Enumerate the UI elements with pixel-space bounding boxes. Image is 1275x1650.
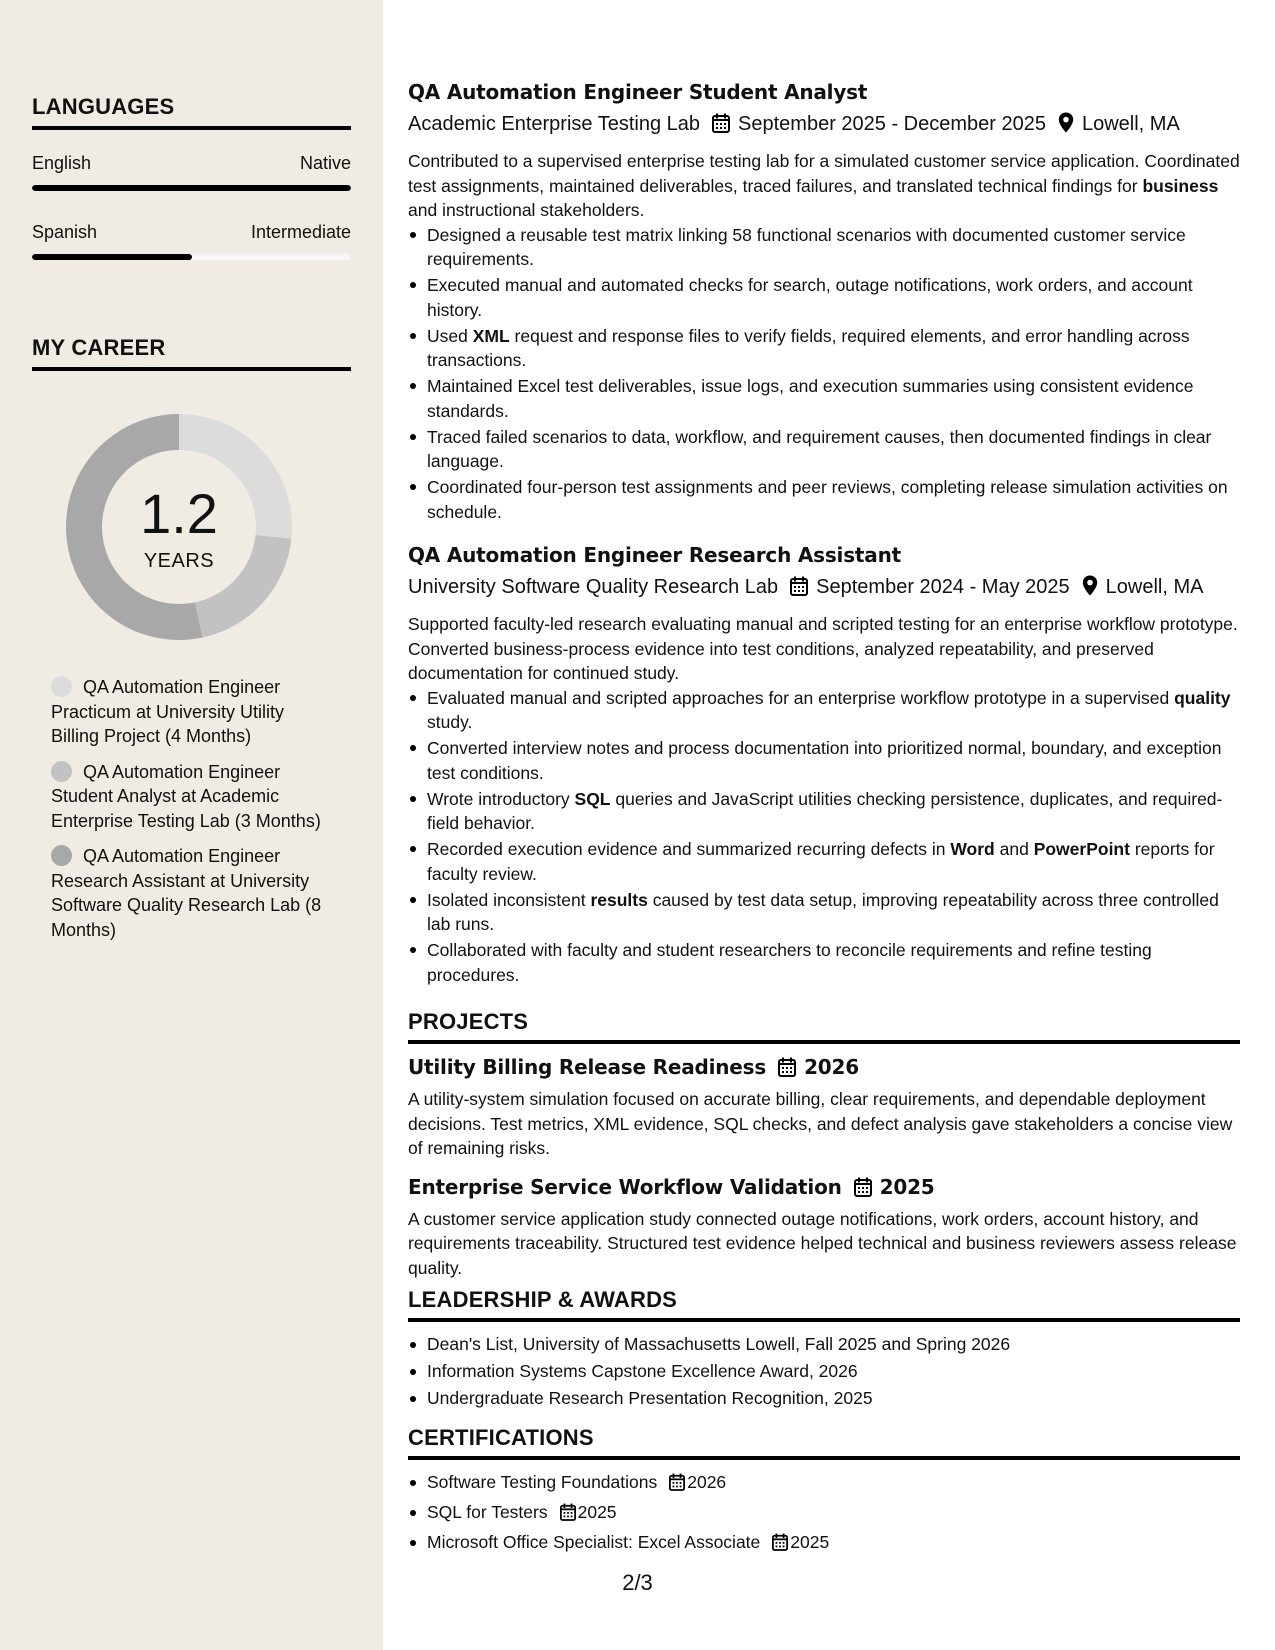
- job-description: Contributed to a supervised enterprise testing lab for a simulated customer service application. Coordinated test assignments, maintained deliverables, traced failures, and translated technical findings for business and instructional stakeholders.: [408, 151, 1240, 220]
- section-rule: [408, 1456, 1240, 1460]
- job-description: Supported faculty-led research evaluating manual and scripted testing for an enterprise workflow prototype. Converted business-process evidence into test conditions, analyzed repeatability, and preserved documentation for continued study.: [408, 614, 1238, 683]
- certification-year: 2026: [687, 1472, 727, 1492]
- career-heading: MY CAREER: [32, 335, 166, 360]
- job-title: QA Automation Engineer Student Analyst: [408, 80, 868, 104]
- legend-dot: [51, 761, 72, 782]
- leadership-heading: LEADERSHIP & AWARDS: [408, 1287, 678, 1312]
- project-title-line: [408, 1053, 1240, 1084]
- project-title: Utility Billing Release Readiness: [408, 1055, 767, 1079]
- main-content: [408, 0, 1240, 1650]
- career-legend-text: QA Automation Engineer Research Assistant at University Software Quality Research Lab (8 Months): [51, 846, 322, 940]
- legend-dot: [51, 676, 72, 697]
- certification-name: Microsoft Office Specialist: Excel Associate: [427, 1532, 761, 1552]
- job-bullet: Wrote introductory SQL queries and JavaScript utilities checking persistence, duplicates, and required-field behavior.: [408, 787, 1240, 836]
- job-location: Lowell, MA: [1081, 113, 1180, 135]
- job-meta: [408, 573, 1240, 604]
- job-bullet: Used XML request and response files to verify fields, required elements, and error handling across transactions.: [408, 324, 1240, 373]
- job-bullet: Collaborated with faculty and student researchers to reconcile requirements and refine testing procedures.: [408, 938, 1240, 987]
- job-organization: Academic Enterprise Testing Lab: [408, 113, 701, 135]
- job-title: QA Automation Engineer Research Assistant: [408, 543, 901, 567]
- language-level: Intermediate: [250, 222, 351, 242]
- project-title-line: [408, 1173, 1240, 1204]
- project-year: 2026: [804, 1055, 859, 1079]
- languages-heading: LANGUAGES: [32, 94, 175, 119]
- job-dates: September 2025 - December 2025: [738, 113, 1046, 135]
- career-legend-item: [51, 844, 331, 942]
- project-year: 2025: [879, 1174, 935, 1199]
- language-row-spanish: [32, 222, 351, 282]
- job-bullet: Recorded execution evidence and summarized recurring defects in Word and PowerPoint reports for faculty review.: [408, 837, 1240, 886]
- leadership-item: Undergraduate Research Presentation Recognition, 2025: [408, 1385, 1240, 1412]
- calendar-icon: [560, 1502, 576, 1529]
- section-rule: [408, 1318, 1240, 1322]
- job-bullet: Maintained Excel test deliverables, issue logs, and execution summaries using consistent evidence standards.: [408, 374, 1240, 423]
- leadership-item: Information Systems Capstone Excellence Award, 2026: [408, 1358, 1240, 1385]
- certification-year: 2025: [790, 1532, 830, 1552]
- job-bullet: Isolated inconsistent results caused by test data setup, improving repeatability across three controlled lab runs.: [408, 888, 1240, 937]
- map-pin-icon: [1082, 575, 1098, 604]
- calendar-icon: [772, 1532, 788, 1559]
- certification-item: [408, 1469, 1240, 1499]
- certification-name: SQL for Testers: [427, 1502, 548, 1522]
- job-location: Lowell, MA: [1105, 576, 1204, 598]
- leadership-list: [408, 1331, 1240, 1412]
- legend-dot: [51, 845, 72, 866]
- job-bullet: Traced failed scenarios to data, workflow, and requirement causes, then documented findings in clear language.: [408, 425, 1240, 474]
- career-legend-item: [51, 675, 331, 749]
- certifications-heading: CERTIFICATIONS: [408, 1425, 594, 1450]
- experience-entry: [408, 78, 1240, 526]
- job-meta: [408, 110, 1240, 141]
- job-bullet: Converted interview notes and process documentation into prioritized normal, boundary, and exception test conditions.: [408, 736, 1240, 785]
- job-bullet: Executed manual and automated checks for search, outage notifications, work orders, and account history.: [408, 273, 1240, 322]
- certification-name: Software Testing Foundations: [427, 1472, 658, 1492]
- language-proficiency-fill: [32, 185, 351, 191]
- language-name: English: [32, 153, 92, 173]
- career-total-unit: YEARS: [143, 550, 215, 572]
- leadership-section: [408, 1285, 1240, 1412]
- projects-section: [408, 1007, 1240, 1280]
- certification-item: [408, 1499, 1240, 1529]
- certifications-section: [408, 1423, 1240, 1559]
- project-entry: [408, 1173, 1240, 1281]
- page-number: 2/3: [622, 1570, 653, 1595]
- projects-heading: PROJECTS: [408, 1009, 529, 1034]
- language-level: Native: [299, 153, 351, 173]
- job-organization: University Software Quality Research Lab: [408, 576, 779, 598]
- career-legend-text: QA Automation Engineer Practicum at University Utility Billing Project (4 Months): [51, 677, 285, 746]
- job-bullets: [408, 223, 1240, 525]
- career-legend-text: QA Automation Engineer Student Analyst at Academic Enterprise Testing Lab (3 Months): [51, 761, 321, 831]
- job-bullet: Evaluated manual and scripted approaches for an enterprise workflow prototype in a supervised quality study.: [408, 686, 1240, 735]
- certification-item: [408, 1529, 1240, 1559]
- calendar-icon: [778, 1056, 796, 1084]
- language-proficiency-track: [32, 185, 351, 191]
- calendar-icon: [790, 576, 808, 604]
- experience-entry: [408, 541, 1240, 989]
- language-proficiency-fill: [32, 254, 192, 260]
- leadership-item: Dean's List, University of Massachusetts Lowell, Fall 2025 and Spring 2026: [408, 1331, 1240, 1358]
- calendar-icon: [712, 113, 730, 141]
- job-dates: September 2024 - May 2025: [816, 576, 1070, 598]
- map-pin-icon: [1058, 112, 1074, 141]
- calendar-icon: [854, 1176, 872, 1204]
- project-description: A customer service application study connected outage notifications, work orders, account history, and requirements traceability. Structured test evidence helped technical and business reviewers assess release quality.: [408, 1208, 1237, 1278]
- language-proficiency-track: [32, 254, 351, 260]
- languages-heading-rule: [32, 126, 351, 130]
- career-total-years: 1.2: [140, 482, 218, 545]
- project-title: Enterprise Service Workflow Validation: [408, 1174, 842, 1199]
- calendar-icon: [669, 1472, 685, 1499]
- section-rule: [408, 1040, 1240, 1044]
- career-legend-item: [51, 760, 331, 834]
- sidebar: [0, 0, 383, 1650]
- project-entry: [408, 1053, 1240, 1161]
- career-heading-rule: [32, 367, 351, 371]
- job-bullet: Designed a reusable test matrix linking 58 functional scenarios with documented customer service requirements.: [408, 223, 1240, 272]
- language-name: Spanish: [32, 222, 98, 242]
- certification-year: 2025: [577, 1502, 617, 1522]
- language-row-english: [32, 153, 351, 213]
- project-description: A utility-system simulation focused on accurate billing, clear requirements, and dependable deployment decisions. Test metrics, XML evidence, SQL checks, and defect analysis gave stakeholders a concise view of remaining risks.: [408, 1089, 1233, 1158]
- job-bullet: Coordinated four-person test assignments and peer reviews, completing release simulation activities on schedule.: [408, 475, 1240, 524]
- certifications-list: [408, 1469, 1240, 1559]
- job-bullets: [408, 686, 1240, 988]
- career-legend: [51, 675, 331, 942]
